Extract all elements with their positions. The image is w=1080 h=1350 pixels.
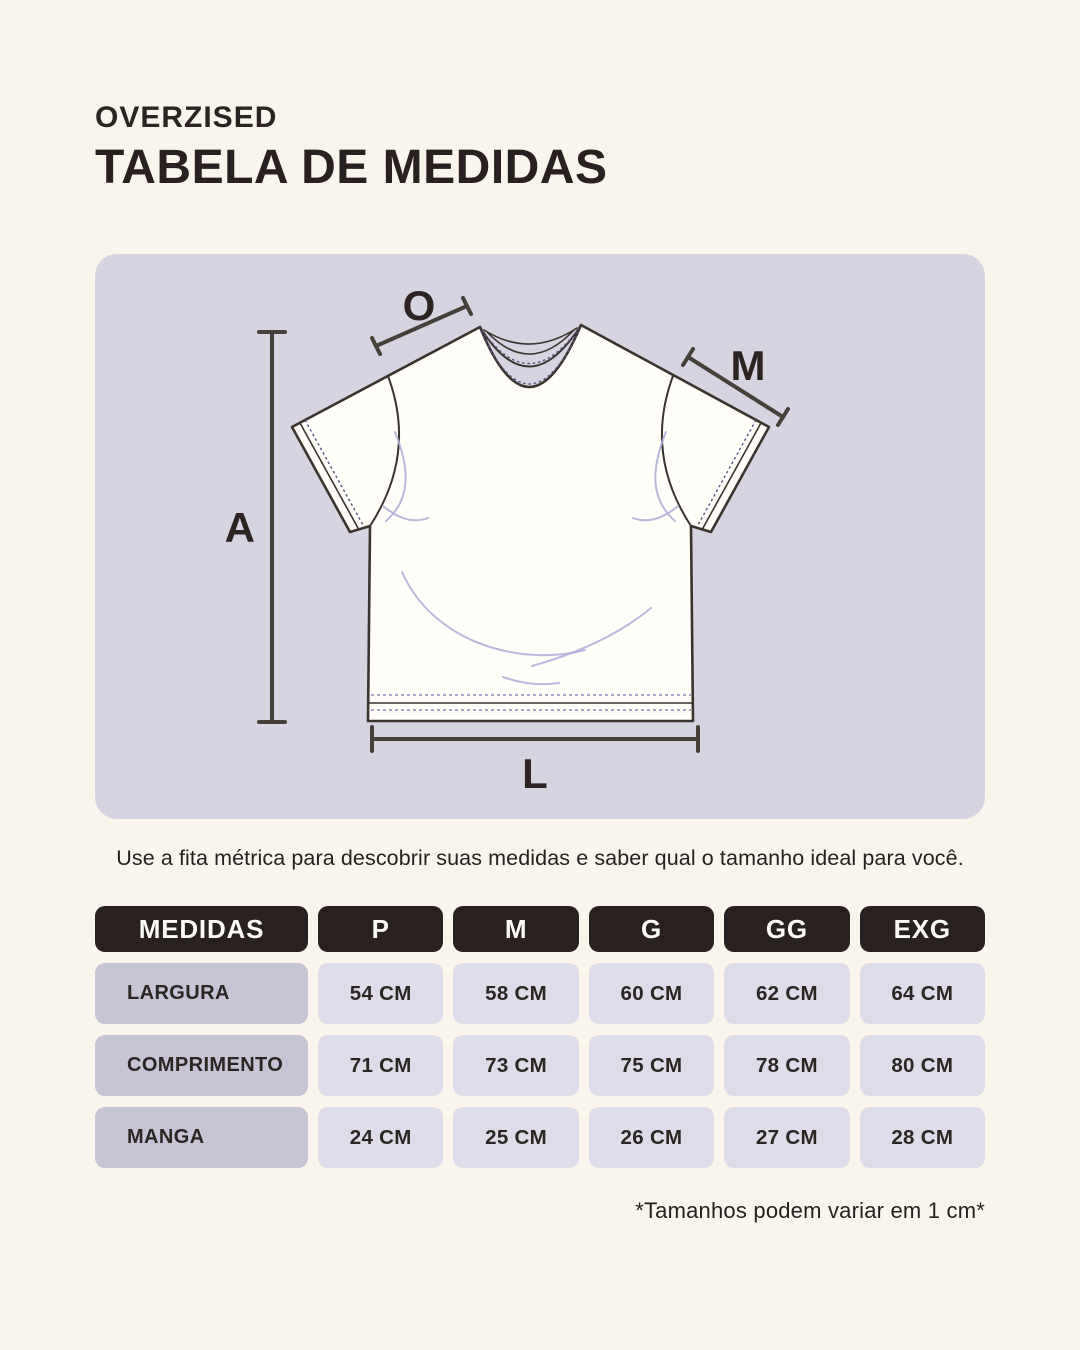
table-header-g: G [589,906,714,952]
measure-width-L [372,727,698,797]
tshirt-technical-drawing [95,254,985,819]
table-header-gg: GG [724,906,849,952]
table-cell: 27 CM [724,1107,849,1168]
table-header-exg: EXG [860,906,985,952]
table-cell: 25 CM [453,1107,578,1168]
table-cell: 24 CM [318,1107,443,1168]
kicker-text: OVERZISED [95,101,278,134]
instruction-text: Use a fita métrica para descobrir suas medidas e saber qual o tamanho ideal para você. [116,846,964,870]
table-cell: 73 CM [453,1035,578,1096]
table-cell: 64 CM [860,963,985,1024]
table-cell: 60 CM [589,963,714,1024]
page-title: TABELA DE MEDIDAS [95,141,608,194]
table-cell: 58 CM [453,963,578,1024]
row-label-manga: MANGA [95,1107,308,1168]
table-cell: 54 CM [318,963,443,1024]
label-L: L [522,750,548,797]
table-cell: 62 CM [724,963,849,1024]
label-A: A [224,504,255,551]
label-O: O [402,282,436,329]
table-header-medidas: MEDIDAS [95,906,308,952]
size-table [95,906,985,1168]
table-cell: 80 CM [860,1035,985,1096]
table-cell: 28 CM [860,1107,985,1168]
table-cell: 26 CM [589,1107,714,1168]
label-M: M [730,342,766,389]
row-label-comprimento: COMPRIMENTO [95,1035,308,1096]
measure-height-A [225,332,285,722]
table-cell: 71 CM [318,1035,443,1096]
table-cell: 75 CM [589,1035,714,1096]
size-variation-note: *Tamanhos podem variar em 1 cm* [635,1198,985,1223]
table-cell: 78 CM [724,1035,849,1096]
row-label-largura: LARGURA [95,963,308,1024]
tshirt-diagram-panel [95,254,985,819]
table-header-p: P [318,906,443,952]
table-header-m: M [453,906,578,952]
